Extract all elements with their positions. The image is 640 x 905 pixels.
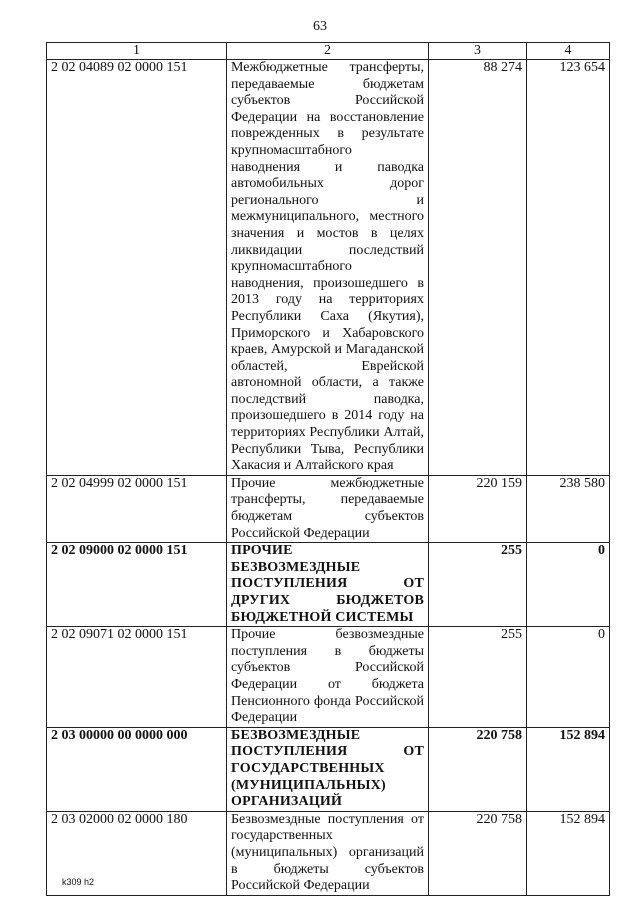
budget-item-name: Безвозмездные поступления от государственных (муниципальных) организаций в бюджеты субъектов Российской Федерации [227, 811, 429, 895]
budget-code: 2 03 00000 00 0000 000 [47, 727, 227, 811]
amount-col4: 123 654 [527, 60, 610, 476]
budget-code: 2 02 04999 02 0000 151 [47, 475, 227, 542]
amount-col4: 0 [527, 543, 610, 627]
amount-col4: 238 580 [527, 475, 610, 542]
budget-item-name: Прочие межбюджетные трансферты, передаваемые бюджетам субъектов Российской Федерации [227, 475, 429, 542]
amount-col3: 220 159 [429, 475, 527, 542]
header-col-3: 3 [429, 43, 527, 60]
amount-col3: 255 [429, 627, 527, 728]
budget-code: 2 02 09000 02 0000 151 [47, 543, 227, 627]
budget-table [46, 42, 610, 896]
amount-col4: 152 894 [527, 811, 610, 895]
amount-col3: 220 758 [429, 811, 527, 895]
amount-col3: 255 [429, 543, 527, 627]
table-row [47, 811, 610, 895]
header-col-1: 1 [47, 43, 227, 60]
budget-code: 2 02 04089 02 0000 151 [47, 60, 227, 476]
budget-item-name: ПРОЧИЕ БЕЗВОЗМЕЗДНЫЕ ПОСТУПЛЕНИЯ ОТ ДРУГИХ БЮДЖЕТОВ БЮДЖЕТНОЙ СИСТЕМЫ [227, 543, 429, 627]
table-row [47, 543, 610, 627]
budget-code: 2 02 09071 02 0000 151 [47, 627, 227, 728]
table-row [47, 627, 610, 728]
header-col-2: 2 [227, 43, 429, 60]
budget-item-name: Межбюджетные трансферты, передаваемые бюджетам субъектов Российской Федерации на восстановление поврежденных в результате крупномасштабного наводнения и паводка автомобильных дорог регионального и межмуниципального, местного значения и мостов в целях ликвидации последствий крупномасштабного наводнения, произошедшего в 2013 году на территориях Республики Саха (Якутия), Приморского и Хабаровского краев, Амурской и Магаданской областей, Еврейской автономной области, а также последствий паводка, произошедшего в 2014 году на территориях Республики Алтай, Республики Тыва, Республики Хакасия и Алтайского края [227, 60, 429, 476]
budget-item-name: БЕЗВОЗМЕЗДНЫЕ ПОСТУПЛЕНИЯ ОТ ГОСУДАРСТВЕННЫХ (МУНИЦИПАЛЬНЫХ) ОРГАНИЗАЦИЙ [227, 727, 429, 811]
table-header-row [47, 43, 610, 60]
header-col-4: 4 [527, 43, 610, 60]
footer-code: k309 h2 [62, 877, 95, 887]
amount-col4: 0 [527, 627, 610, 728]
table-row [47, 475, 610, 542]
page-number: 63 [313, 19, 327, 34]
budget-item-name: Прочие безвозмездные поступления в бюджеты субъектов Российской Федерации от бюджета Пенсионного фонда Российской Федерации [227, 627, 429, 728]
amount-col3: 220 758 [429, 727, 527, 811]
amount-col4: 152 894 [527, 727, 610, 811]
table-row [47, 727, 610, 811]
budget-code: 2 03 02000 02 0000 180 [47, 811, 227, 895]
amount-col3: 88 274 [429, 60, 527, 476]
table-row [47, 60, 610, 476]
